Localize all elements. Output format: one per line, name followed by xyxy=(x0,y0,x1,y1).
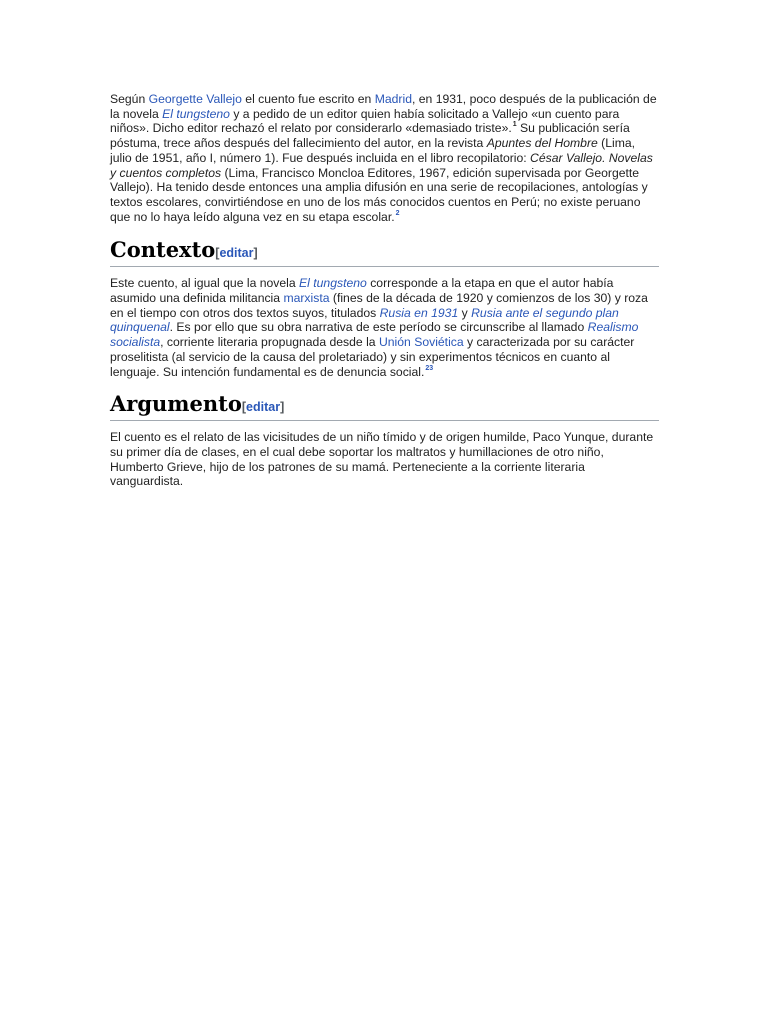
contexto-paragraph xyxy=(110,276,659,379)
contexto-text: , corriente literaria propugnada desde la xyxy=(160,335,379,350)
reference-23[interactable]: 23 xyxy=(425,364,434,372)
intro-text: Su publicación sería póstuma, trece años después del fallecimiento del autor, en la revista xyxy=(110,121,630,151)
edit-section-link xyxy=(215,246,257,260)
contexto-text: Este cuento, al igual que la novela xyxy=(110,276,300,291)
link-marxista[interactable]: marxista xyxy=(283,291,330,306)
intro-text: (Lima, julio de 1951, año I, número 1). Fue después incluida en el libro recopilatorio: xyxy=(110,136,636,165)
contexto-text: corresponde a la etapa en que el autor había asumido una definida militancia xyxy=(110,276,614,306)
section-heading-argumento xyxy=(110,391,659,421)
intro-text: , en 1931, poco después de la publicación de la novela xyxy=(110,92,657,121)
link-union-sovietica[interactable]: Unión Soviética xyxy=(378,335,464,350)
intro-paragraph xyxy=(110,92,659,224)
link-georgette-vallejo[interactable]: Georgette Vallejo xyxy=(148,92,242,106)
edit-section-link xyxy=(242,400,284,414)
heading-label: Argumento xyxy=(110,391,242,417)
reference-1[interactable]: 1 xyxy=(512,121,517,129)
article-content xyxy=(110,92,659,489)
edit-link-argumento[interactable]: editar xyxy=(246,400,281,415)
link-rusia-en-1931[interactable]: Rusia en 1931 xyxy=(379,305,459,320)
intro-text: el cuento fue escrito en xyxy=(241,92,375,106)
link-madrid[interactable]: Madrid xyxy=(374,92,412,106)
intro-text: y a pedido de un editor quien había solicitado a Vallejo «un cuento para niños». Dicho editor rechazó el relato por considerarlo «demasiado triste». xyxy=(110,106,620,136)
title-novelas-y-cuentos: César Vallejo. Novelas y cuentos completos xyxy=(110,150,653,180)
title-apuntes-del-hombre: Apuntes del Hombre xyxy=(486,136,598,151)
intro-text: (Lima, Francisco Moncloa Editores, 1967, edición supervisada por Georgette Vallejo). Ha tenido desde entonces una amplia difusión en una serie de recopilaciones, antologías y textos escolares, convirtiéndose en uno de los más conocidos cuentos en Perú; no existe peruano que no lo haya leído alguna vez en su etapa escolar. xyxy=(110,165,648,224)
edit-bracket-open: [ xyxy=(215,246,220,261)
contexto-text: . Es por ello que su obra narrativa de este período se circunscribe al llamado xyxy=(169,320,588,335)
link-realismo-socialista[interactable]: Realismo socialista xyxy=(110,320,639,350)
heading-label: Contexto xyxy=(110,237,216,263)
edit-bracket-close: ] xyxy=(253,246,258,261)
intro-text: Según xyxy=(110,92,149,106)
edit-link-contexto[interactable]: editar xyxy=(219,246,254,261)
contexto-text: (fines de la década de 1920 y comienzos de los 30) y roza en el tiempo con otros dos textos suyos, titulados xyxy=(110,291,648,320)
link-el-tungsteno[interactable]: El tungsteno xyxy=(162,106,230,121)
edit-bracket-open: [ xyxy=(241,400,247,415)
reference-2[interactable]: 2 xyxy=(395,209,400,217)
section-heading-contexto xyxy=(110,237,659,267)
link-el-tungsteno[interactable]: El tungsteno xyxy=(299,276,367,291)
contexto-text: y xyxy=(458,305,472,320)
contexto-text: y caracterizada por su carácter proselitista (al servicio de la causa del proletariado) y sin experimentos técnicos en cuanto al lenguaje. Su intención fundamental es de denuncia social. xyxy=(110,335,635,379)
argumento-paragraph: El cuento es el relato de las vicisitudes de un niño tímido y de origen humilde, Paco Yunque, durante su primer día de clases, en el cual debe soportar los maltratos y humillaciones de otro niño, Humberto Grieve, hijo de los patrones de su mamá. Perteneciente a la corriente literaria vanguardista. xyxy=(110,430,654,489)
link-rusia-segundo-plan[interactable]: Rusia ante el segundo plan quinquenal xyxy=(110,305,619,335)
edit-bracket-close: ] xyxy=(280,400,285,415)
